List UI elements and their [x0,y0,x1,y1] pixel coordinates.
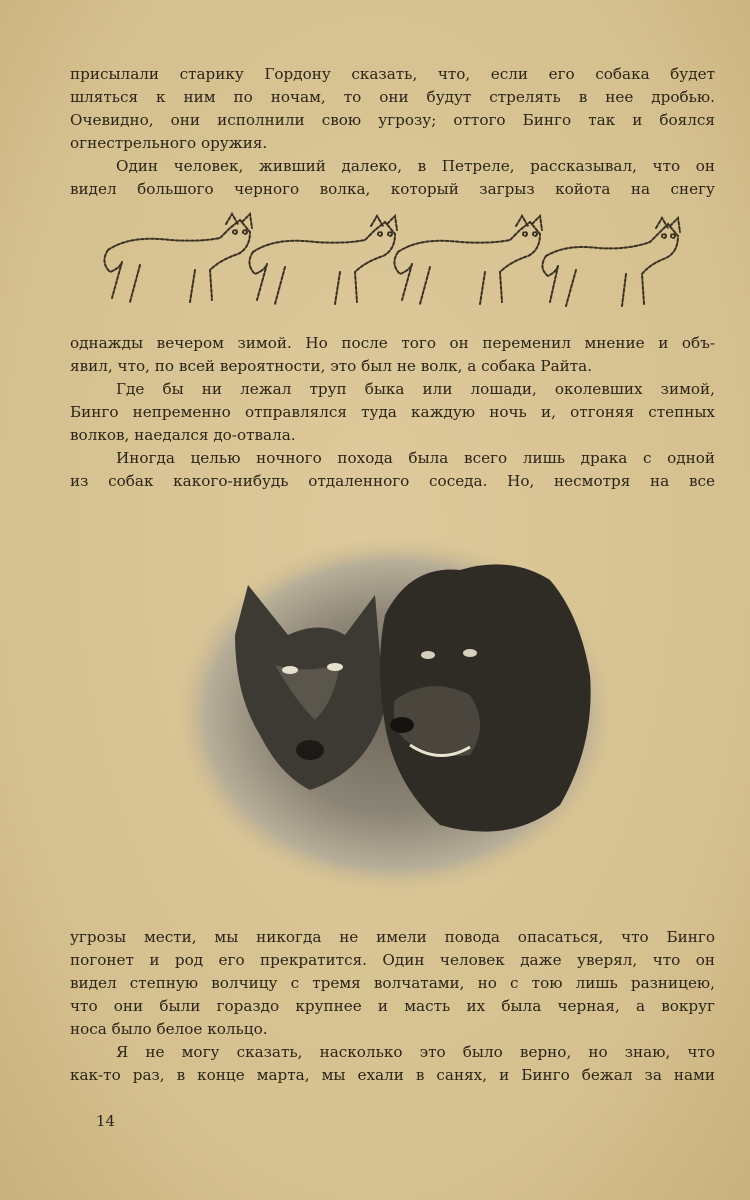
wolf-figure-1 [104,214,252,302]
text-line: присылали старику Гордону сказать, что, если его собака будет [70,65,715,83]
text-line: Иногда целью ночного похода была всего лишь драка с одной [116,449,715,467]
text-line: носа было белое кольцо. [70,1020,268,1038]
text-line: как-то раз, в конце марта, мы ехали в санях, и Бинго бежал за нами [70,1066,715,1084]
paragraph-7 [70,1041,715,1087]
wolf-figure-4 [542,218,680,306]
paragraph-5 [70,447,715,493]
text-line: угрозы мести, мы никогда не имели повода опасаться, что Бинго [70,928,715,946]
running-wolves-illustration [100,210,690,320]
text-line: Где бы ни лежал труп быка или лошади, околевших зимой, [116,380,715,398]
text-line: что они были гораздо крупнее и масть их была черная, а вокруг [70,997,715,1015]
wolf-figure-3 [394,216,542,304]
text-line: однажды вечером зимой. Но после того он переменил мнение и объ- [70,334,715,352]
wolf-and-dog-portrait [170,525,620,900]
text-line: Очевидно, они исполнили свою угрозу; оттого Бинго так и боялся [70,111,715,129]
text-line: волков, наедался до-отвала. [70,426,296,444]
page-number: 14 [96,1112,116,1130]
text-line: Один человек, живший далеко, в Петреле, рассказывал, что он [116,157,715,175]
dog-head [380,564,591,831]
text-line: видел степную волчицу с тремя волчатами, но с тою лишь разницею, [70,974,715,992]
paragraph-4 [70,378,715,447]
paragraph-3 [70,332,715,378]
text-line: из собак какого-нибудь отдаленного соседа. Но, несмотря на все [70,472,715,490]
text-line: Бинго непременно отправлялся туда каждую ночь и, отгоняя степных [70,403,715,421]
text-line: огнестрельного оружия. [70,134,268,152]
paragraph-6 [70,926,715,1041]
text-line: Я не могу сказать, насколько это было верно, но знаю, что [116,1043,715,1061]
paragraph-2 [70,155,715,201]
wolf-figure-2 [249,216,397,304]
text-line: погонет и род его прекратится. Один человек даже уверял, что он [70,951,715,969]
text-line: явил, что, по всей вероятности, это был не волк, а собака Райта. [70,357,593,375]
paragraph-1 [70,63,715,155]
text-line: шляться к ним по ночам, то они будут стрелять в нее дробью. [70,88,715,106]
text-line: видел большого черного волка, который загрыз койота на снегу [70,180,715,198]
